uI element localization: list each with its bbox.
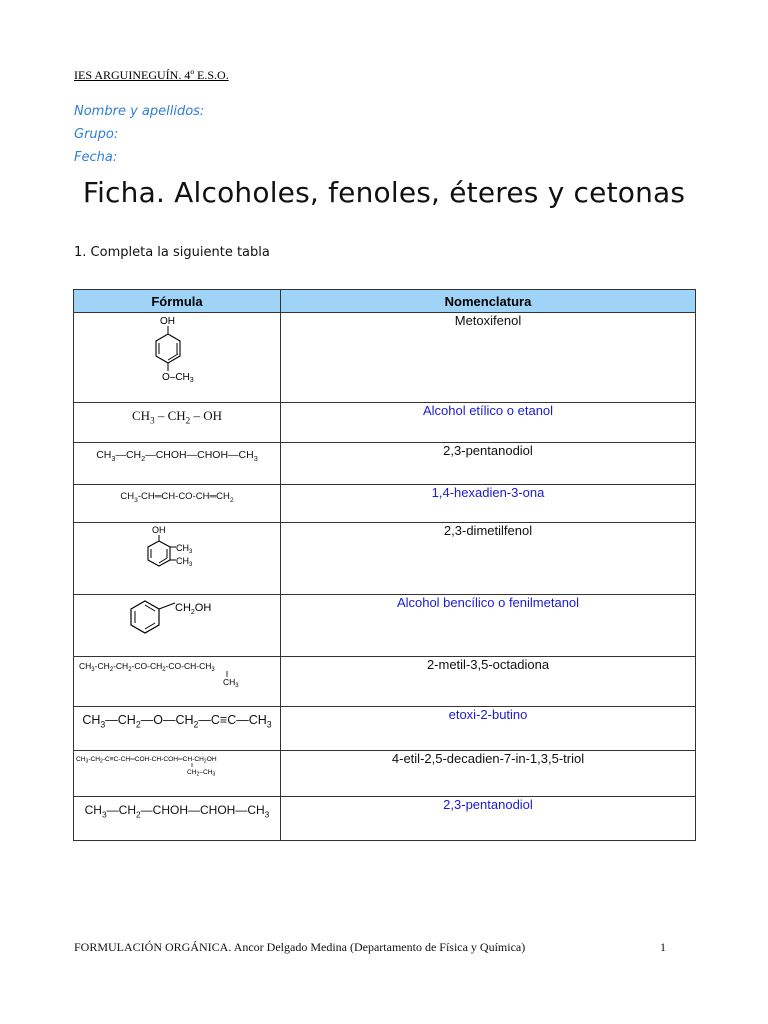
column-header-formula: Fórmula	[74, 290, 281, 313]
table-row	[74, 403, 696, 443]
formula-cell	[74, 403, 281, 443]
table-row	[74, 797, 696, 841]
formula-cell	[74, 657, 281, 707]
octadione-structure	[77, 657, 277, 691]
dimethylphenol-structure	[142, 523, 212, 589]
svg-text:CH2–CH3: $CH_2-CH_3$	[186, 769, 215, 778]
name-cell: 4-etil-2,5-decadien-7-in-1,3,5-triol	[281, 751, 696, 797]
formula-cell	[74, 523, 281, 595]
table-row	[74, 595, 696, 657]
svg-text:CH3-CH2-C≡C-CH═COH-CH-COH═CH-C: $CH_3-CH_2-C\equiv C-CH═COH-CH-COH═CH-CH_2OH$	[75, 756, 217, 765]
table-row	[74, 707, 696, 751]
page-number: 1	[660, 940, 666, 954]
exercise-instruction: 1. Completa la siguiente tabla	[74, 245, 270, 260]
nomenclature-table	[73, 289, 696, 841]
table-header-row	[74, 290, 696, 313]
svg-text:O–CH3: $O-CH_3$	[162, 372, 194, 384]
svg-text:OH: OH	[160, 316, 175, 327]
formula-cell	[74, 797, 281, 841]
table-row	[74, 657, 696, 707]
svg-text:CH3-CH2-CH2-CO-CH2-CO-CH-CH3: $CH_3-CH_2-CH_2-CO-CH_2-CO-CH-CH_3$	[79, 661, 215, 673]
name-cell: Metoxifenol	[281, 313, 696, 403]
table-row	[74, 523, 696, 595]
name-cell: 2,3-dimetilfenol	[281, 523, 696, 595]
page-title: Ficha. Alcoholes, fenoles, éteres y cetonas	[82, 176, 686, 209]
answer-cell: Alcohol etílico o etanol	[281, 403, 696, 443]
column-header-name: Nomenclatura	[281, 290, 696, 313]
answer-cell: Alcohol bencílico o fenilmetanol	[281, 595, 696, 657]
answer-cell: 1,4-hexadien-3-ona	[281, 485, 696, 523]
svg-text:CH2OH: $CH_2OH$	[175, 602, 212, 616]
answer-cell: 2,3-pentanodiol	[281, 797, 696, 841]
table-row	[74, 751, 696, 797]
formula-hexadienone: $CH_3-CH═CH-CO-CH═CH_2$	[120, 491, 234, 504]
formula-cell	[74, 443, 281, 485]
decadienyne-triol-structure	[75, 751, 280, 781]
answer-cell: etoxi-2-butino	[281, 707, 696, 751]
formula-pentanediol: $CH_3—CH_2—CHOH—CHOH—CH_3$	[96, 449, 258, 464]
svg-text:CH3: $CH_3$	[176, 543, 193, 555]
formula-cell	[74, 751, 281, 797]
formula-ethanol: $CH_3 - CH_2$ – OH	[132, 408, 222, 426]
date-label: Fecha:	[74, 150, 118, 165]
school-header: IES ARGUINEGUÍN. 4º E.S.O.	[74, 68, 229, 82]
formula-pentanediol-2: $CH_3—CH_2—CHOH—CHOH—CH_3$	[84, 803, 270, 820]
group-label: Grupo:	[74, 127, 119, 142]
formula-cell	[74, 707, 281, 751]
svg-text:OH: OH	[152, 525, 166, 535]
formula-cell	[74, 595, 281, 657]
benzyl-alcohol-structure	[127, 595, 227, 647]
name-label: Nombre y apellidos:	[74, 104, 205, 119]
table-row	[74, 443, 696, 485]
page-footer: FORMULACIÓN ORGÁNICA. Ancor Delgado Medina (Departamento de Física y Química)	[74, 940, 526, 954]
name-cell: 2-metil-3,5-octadiona	[281, 657, 696, 707]
svg-text:CH3: $CH_3$	[223, 677, 239, 689]
name-cell: 2,3-pentanodiol	[281, 443, 696, 485]
formula-cell	[74, 313, 281, 403]
formula-cell	[74, 485, 281, 523]
svg-text:CH3: $CH_3$	[176, 556, 193, 568]
table-row	[74, 485, 696, 523]
formula-ethoxybutyne: $CH_3—CH_2—O—CH_2—C\equiv C—CH_3$	[82, 713, 272, 730]
methoxyphenol-structure	[142, 313, 212, 397]
table-row	[74, 313, 696, 403]
